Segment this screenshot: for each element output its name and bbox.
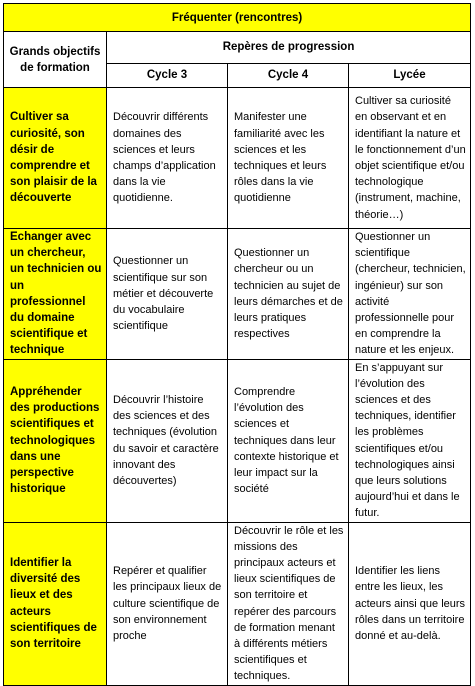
cycle4-cell: Manifester une familiarité avec les sciences et les techniques et leurs rôles dans la vie quotidienne [228,88,349,229]
table-title: Fréquenter (rencontres) [4,4,471,32]
objective-cell: Cultiver sa curiosité, son désir de comprendre et son plaisir de la découverte [4,88,107,229]
progression-document [3,3,470,686]
progression-table [3,3,471,686]
cycle4-cell: Questionner un chercheur ou un technicien au sujet de leurs démarches et de leurs pratiques respectives [228,229,349,360]
table-row [4,359,471,522]
cycle4-cell: Comprendre l’évolution des sciences et techniques dans leur contexte historique et leur impact sur la société [228,359,349,522]
lycee-cell: Questionner un scientifique (chercheur, technicien, ingénieur) sur son activité professionnelle pour en comprendre la nature et les enjeux. [349,229,471,360]
lycee-cell: Identifier les liens entre les lieux, les acteurs ainsi que leurs rôles dans un territoire donné et au-delà. [349,522,471,685]
level-header-cycle4: Cycle 4 [228,63,349,87]
title-row [4,4,471,32]
lycee-cell: En s’appuyant sur l’évolution des sciences et des techniques, identifier les problèmes scientifiques et/ou technologiques ainsi que leurs solutions aujourd’hui et dans le futur. [349,359,471,522]
cycle3-cell: Découvrir l’histoire des sciences et des techniques (évolution du savoir et caractère innovant des découvertes) [107,359,228,522]
cycle3-cell: Repérer et qualifier les principaux lieux de culture scientifique de son environnement proche [107,522,228,685]
progress-header-row [4,32,471,64]
table-row [4,522,471,685]
level-header-cycle3: Cycle 3 [107,63,228,87]
progress-header: Repères de progression [107,32,471,64]
lycee-cell: Cultiver sa curiosité en observant et en identifiant la nature et le fonctionnement d’un objet scientifique et/ou technologique (instrument, machine, théorie…) [349,88,471,229]
level-header-lycee: Lycée [349,63,471,87]
objective-cell: Appréhender des productions scientifiques et technologiques dans une perspective historique [4,359,107,522]
table-row [4,88,471,229]
objective-cell: Echanger avec un chercheur, un technicien ou un professionnel du domaine scientifique et technique [4,229,107,360]
cycle4-cell: Découvrir le rôle et les missions des principaux acteurs et lieux scientifiques de son territoire et repérer des parcours de formation menant à différents métiers scientifiques et techniques. [228,522,349,685]
objectives-header: Grands objectifs de formation [4,32,107,88]
table-row [4,229,471,360]
cycle3-cell: Découvrir différents domaines des sciences et leurs champs d’application dans la vie quotidienne. [107,88,228,229]
objective-cell: Identifier la diversité des lieux et des acteurs scientifiques de son territoire [4,522,107,685]
cycle3-cell: Questionner un scientifique sur son métier et découverte du vocabulaire scientifique [107,229,228,360]
